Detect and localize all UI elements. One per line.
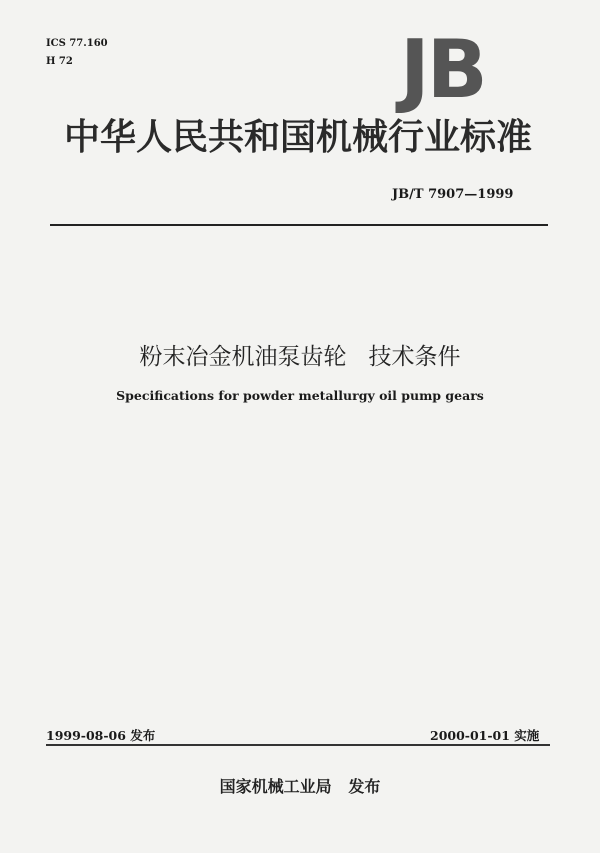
document-title-english: Specifications for powder metallurgy oil pump gears: [116, 388, 484, 403]
header-divider: [50, 224, 548, 226]
standard-number: JB/T 7907—1999: [392, 187, 514, 202]
implementation-date: 2000-01-01 实施: [430, 728, 540, 743]
organization-title: 中华人民共和国机械行业标准: [64, 117, 533, 158]
document-title-chinese: 粉末冶金机油泵齿轮 技术条件: [139, 344, 461, 370]
ccs-code: H 72: [46, 56, 73, 67]
jb-logo: JB: [400, 23, 485, 116]
publisher: 国家机械工业局 发布: [219, 777, 381, 796]
issue-date: 1999-08-06 发布: [46, 728, 156, 743]
ics-code: ICS 77.160: [46, 38, 108, 49]
footer-divider: [46, 744, 550, 746]
